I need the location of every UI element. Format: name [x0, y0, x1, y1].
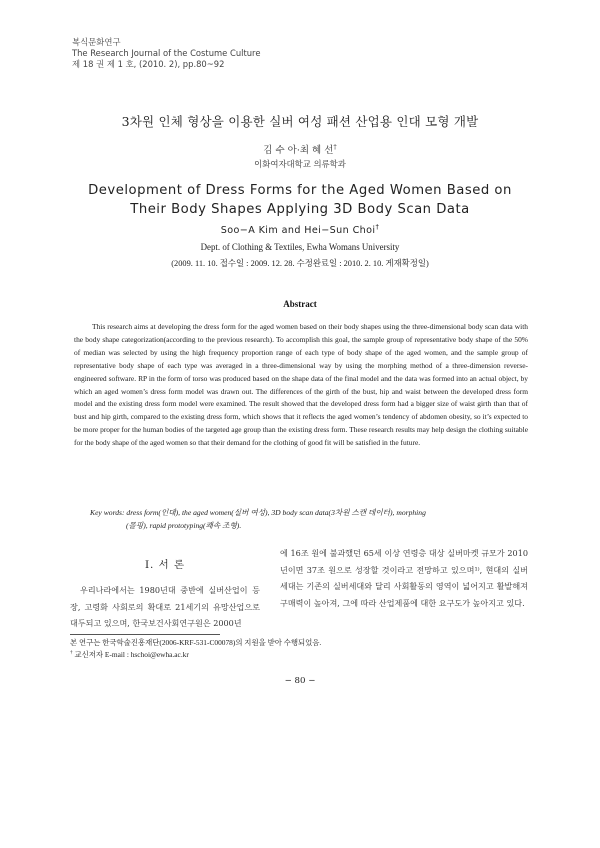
- page-number: − 80 −: [284, 676, 316, 686]
- journal-issue: 제 18 권 제 1 호, (2010. 2), pp.80~92: [72, 59, 225, 69]
- title-english-line2: Their Body Shapes Applying 3D Body Scan Data: [130, 202, 470, 217]
- title-english-line1: Development of Dress Forms for the Aged Women Based on: [88, 183, 512, 198]
- journal-name-en: The Research Journal of the Costume Culture: [72, 48, 261, 58]
- authors-korean-names: 김 수 아·최 혜 선: [263, 145, 334, 156]
- footnotes: [70, 637, 530, 661]
- authors-korean: [40, 144, 560, 157]
- title-english: [40, 181, 560, 219]
- keywords: [90, 506, 490, 532]
- abstract-heading: Abstract: [283, 299, 317, 309]
- affiliation-english: Dept. of Clothing & Textiles, Ewha Womans University: [200, 242, 400, 252]
- title-korean: 3차원 인체 형상을 이용한 실버 여성 패션 산업용 인대 모형 개발: [121, 114, 479, 129]
- corresponding-author-mark-en: †: [375, 222, 380, 231]
- keywords-line2: (몰핑), rapid prototyping(쾌속 조형).: [126, 521, 242, 530]
- affiliation-korean: 이화여자대학교 의류학과: [254, 159, 346, 169]
- footnote-mark: †: [70, 649, 73, 656]
- footnote-funding: 본 연구는 한국학술진흥재단(2006-KRF-531-C00078)의 지원을 받아 수행되었음.: [70, 638, 322, 647]
- abstract-body: This research aims at developing the dress form for the aged women based on their body shapes using the three-dimensional body scan data with the body shape categorization(according to the previous research). To accomplish this goal, the sample group of representative body shape of the 50% of median was selected by using the high frequency proportion range of each type of body shape of the aged women, and the sample group of representative body shape of each type was averaged in a three-dimensional way by using the morphing method of a three-dimension reverse-engineered software. RP in the form of torso was produced based on the shape data of the final model and the data was formed into an actual object, by which an aged women’s dress form model was drawn out. The differences of the girth of the bust, hip and waist between the developed dress form model and the existing dress form model were examined. The result showed that the developed dress form had a bigger size of waist girth than that of bust and hip girth, compared to the existing dress form, which shows that it reflects the aged women’s tendency of abdomen obesity, so it’s expected to be more proper for the human bodies of the targeted age group than the existing dress form. These research results may help design the clothing suitable for the body shape of the aged women so that their demand for the clothing of good fit will be satisfied in the future.: [74, 322, 528, 448]
- section-heading-introduction: Ⅰ. 서 론: [144, 559, 186, 571]
- body-column-right: [280, 545, 528, 611]
- intro-paragraph-left: 우리나라에서는 1980년대 중반에 실버산업이 등장, 고령화 사회로의 확대로 21세기의 유망산업으로 대두되고 있으며, 한국보건사회연구원은 2000년: [70, 585, 260, 628]
- keywords-line1: Key words: dress form(인대), the aged women(실버 여성), 3D body scan data(3차원 스캔 데이터), morphing: [90, 508, 426, 517]
- footnote-divider: [70, 634, 220, 635]
- intro-paragraph-right: 에 16조 원에 불과했던 65세 이상 연령층 대상 실버마켓 규모가 2010년이면 37조 원으로 성장할 것이라고 전망하고 있으며¹⁾, 현대의 실버세대는 기존의 실버세대와 달리 사회활동의 영역이 넓어지고 활발해져 구매력이 높아져, 그에 따라 산업제품에 대한 요구도가 높아지고 있다.: [280, 548, 528, 608]
- authors-english: [40, 222, 560, 236]
- authors-english-names: Soo−A Kim and Hei−Sun Choi: [220, 225, 376, 236]
- body-column-left: [70, 545, 260, 632]
- journal-name-kr: 복식문화연구: [72, 37, 121, 47]
- footnote-correspondence: [70, 649, 530, 661]
- corresponding-author-mark: †: [333, 142, 337, 151]
- submission-dates: (2009. 11. 10. 접수일 : 2009. 12. 28. 수정완료일 : 2010. 2. 10. 게재확정일): [171, 259, 429, 268]
- footnote-email: 교신저자 E-mail : hschoi@ewha.ac.kr: [74, 650, 189, 659]
- journal-header: [72, 37, 372, 70]
